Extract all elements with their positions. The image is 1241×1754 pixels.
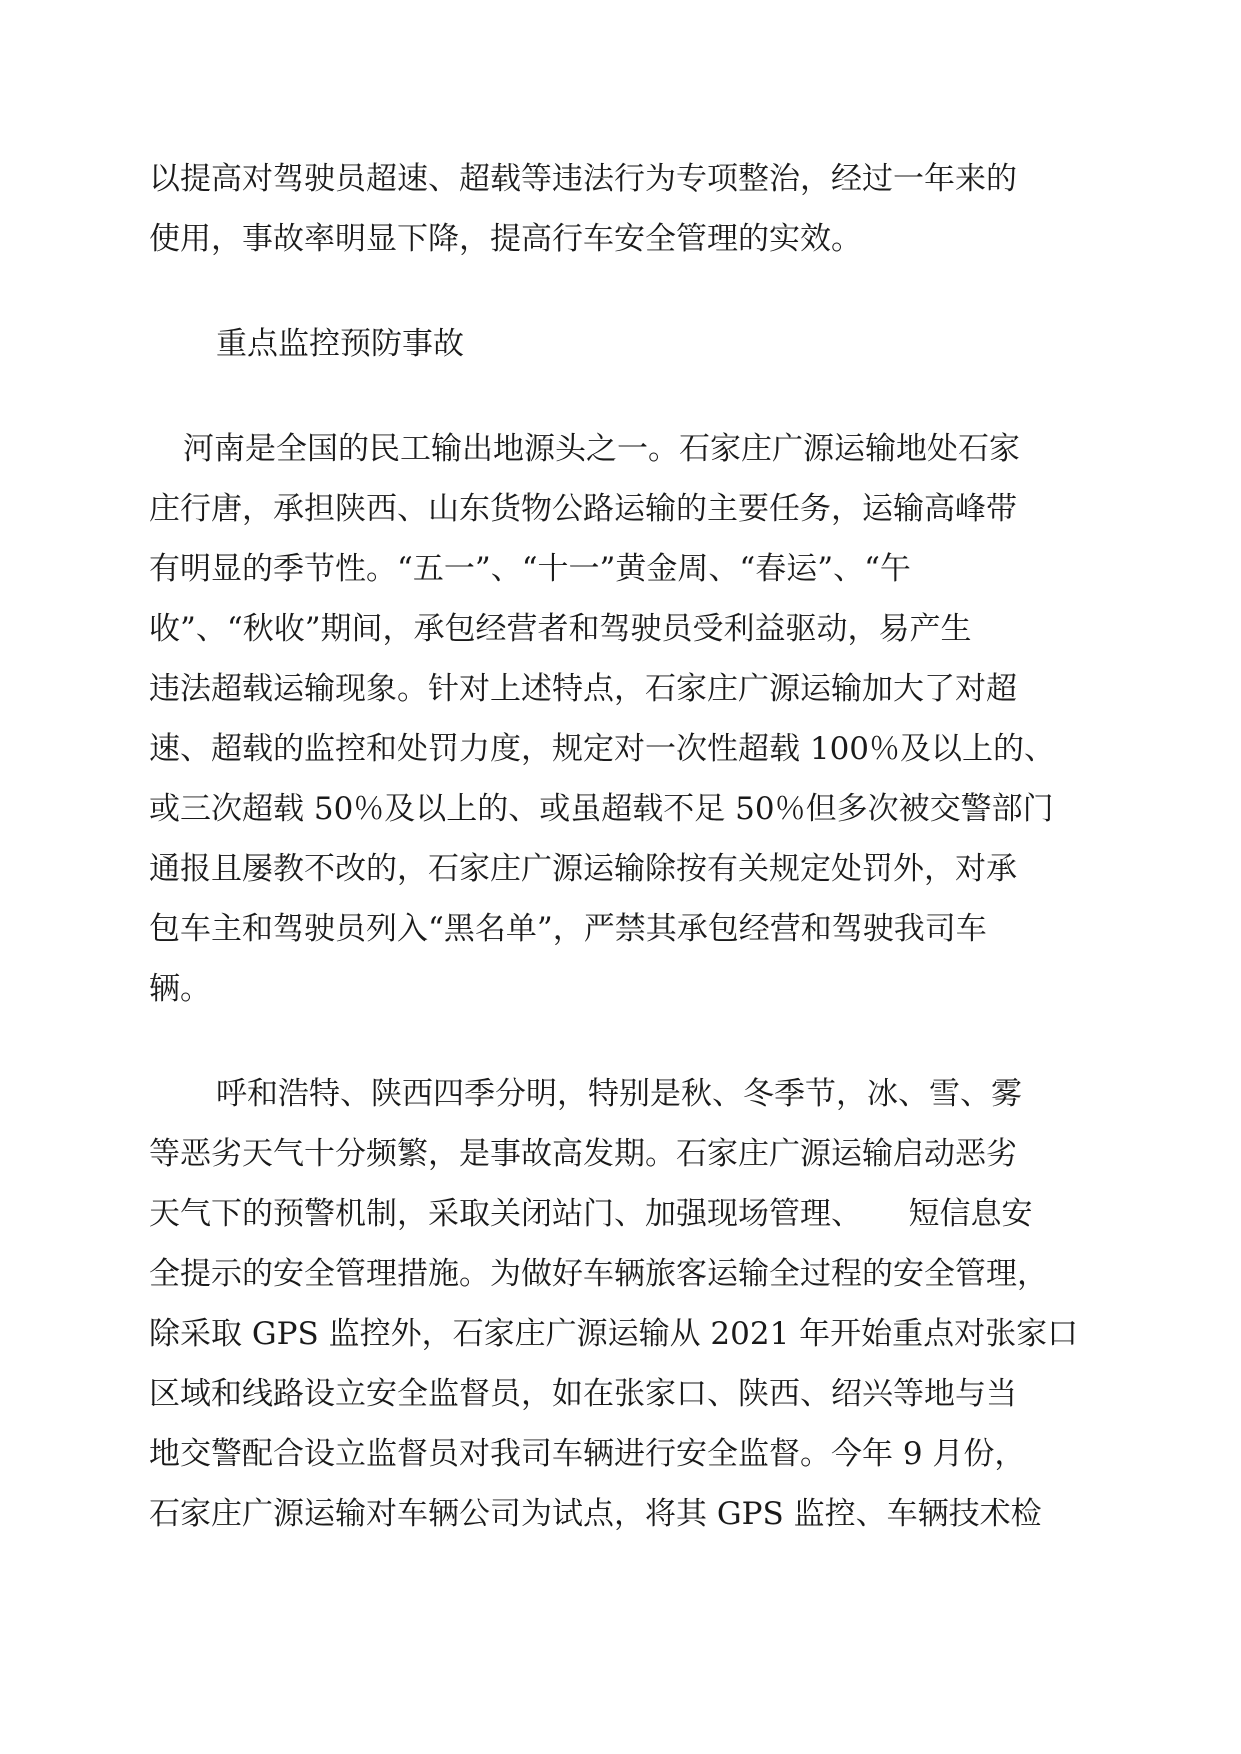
text-line: 呼和浩特、陕西四季分明，特别是秋、冬季节，冰、雪、雾 — [216, 1076, 1022, 1112]
document-body — [149, 149, 1099, 1544]
text-line: 除采取 GPS 监控外，石家庄广源运输从 2021 年开始重点对张家口 — [149, 1316, 1079, 1352]
paragraph-gap — [149, 269, 1099, 314]
text-line: 等恶劣天气十分频繁，是事故高发期。石家庄广源运输启动恶劣 — [149, 1136, 1017, 1172]
text-line: 速、超载的监控和处罚力度，规定对一次性超载 100％及以上的、 — [149, 731, 1056, 767]
text-line: 收”、“秋收”期间，承包经营者和驾驶员受利益驱动，易产生 — [149, 611, 972, 647]
text-line: 石家庄广源运输对车辆公司为试点，将其 GPS 监控、车辆技术检 — [149, 1496, 1042, 1532]
text-line: 全提示的安全管理措施。为做好车辆旅客运输全过程的安全管理， — [149, 1256, 1048, 1292]
text-line: 包车主和驾驶员列入“黑名单”，严禁其承包经营和驾驶我司车 — [149, 911, 987, 947]
text-line: 有明显的季节性。“五一”、“十一”黄金周、“春运”、“午 — [149, 551, 911, 587]
text-line: 违法超载运输现象。针对上述特点，石家庄广源运输加大了对超 — [149, 671, 1017, 707]
paragraph-gap — [149, 374, 1099, 419]
text-line: 河南是全国的民工输出地源头之一。石家庄广源运输地处石家 — [183, 431, 1020, 467]
text-line: 辆。 — [149, 971, 211, 1007]
text-line: 以提高对驾驶员超速、超载等违法行为专项整治，经过一年来的 — [149, 161, 1017, 197]
text-line: 通报且屡教不改的，石家庄广源运输除按有关规定处罚外，对承 — [149, 851, 1017, 887]
text-line: 使用，事故率明显下降，提高行车安全管理的实效。 — [149, 221, 862, 257]
text-line: 或三次超载 50％及以上的、或虽超载不足 50％但多次被交警部门 — [149, 791, 1054, 827]
paragraph-2 — [149, 419, 1099, 1019]
paragraph-1 — [149, 149, 1099, 269]
paragraph-3 — [149, 1064, 1099, 1544]
section-heading — [149, 314, 1099, 374]
paragraph-gap — [149, 1019, 1099, 1064]
text-line: 庄行唐，承担陕西、山东货物公路运输的主要任务，运输高峰带 — [149, 491, 1017, 527]
heading-text: 重点监控预防事故 — [216, 326, 464, 362]
text-line: 区域和线路设立安全监督员，如在张家口、陕西、绍兴等地与当 — [149, 1376, 1017, 1412]
text-line: 天气下的预警机制，采取关闭站门、加强现场管理、 短信息安 — [149, 1196, 1033, 1232]
text-line: 地交警配合设立监督员对我司车辆进行安全监督。今年 9 月份， — [149, 1436, 1026, 1472]
